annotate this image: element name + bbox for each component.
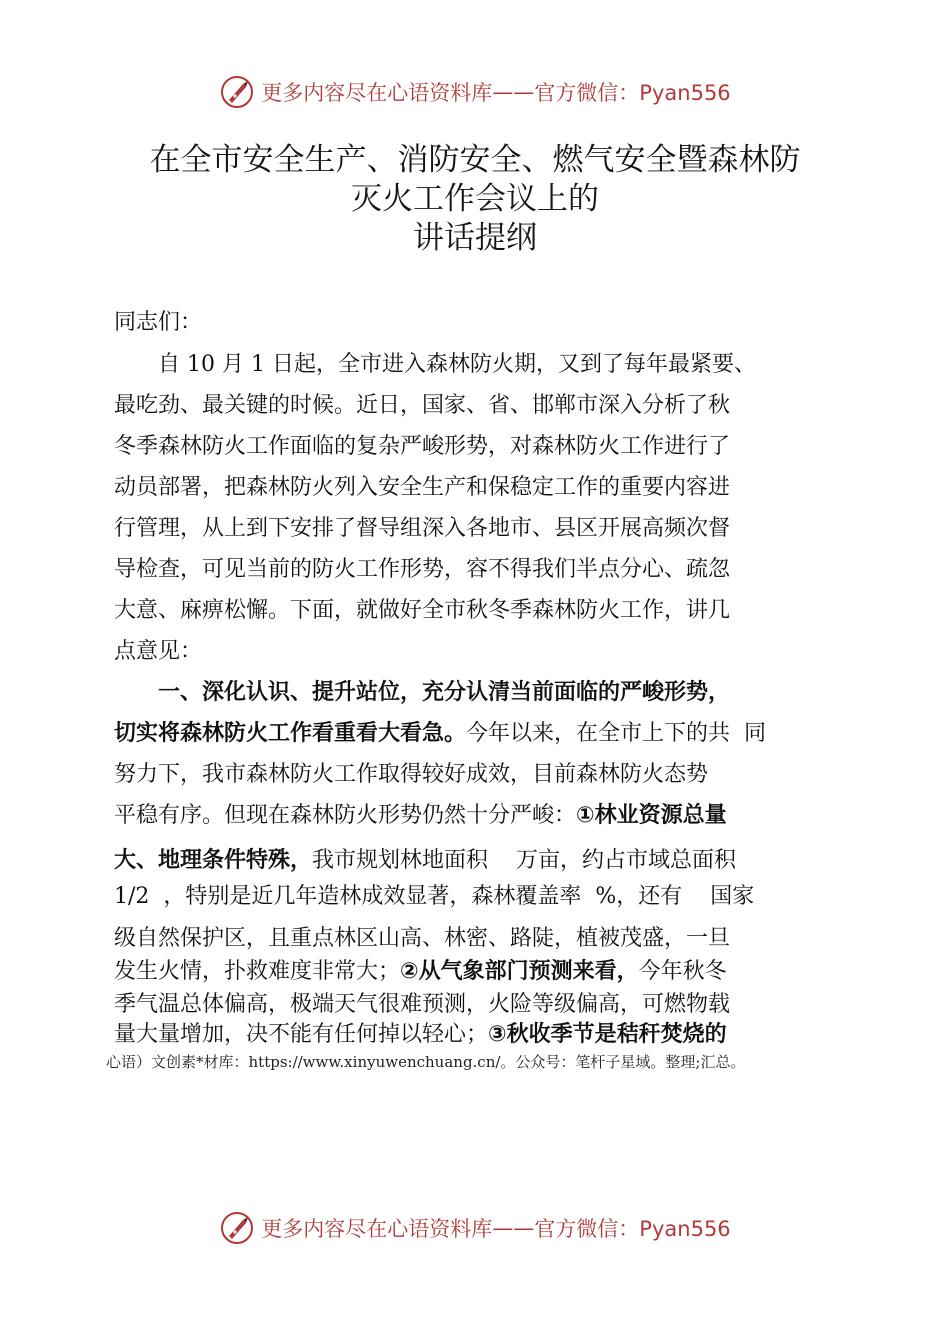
paragraph-line: 自 10 月 1 日起，全市进入森林防火期，又到了每年最紧要、 — [114, 352, 756, 377]
banner-wechat: 官方微信：Pyan556 — [534, 1217, 731, 1241]
banner-separator: —— — [492, 1216, 535, 1240]
section-heading-line: 一、深化认识、提升站位，充分认清当前面临的严峻形势， — [114, 680, 731, 705]
paragraph-line: 发生火情，扑救难度非常大； ②从气象部门预测来看， 今年秋冬 — [114, 959, 727, 984]
paragraph-line: 平稳有序。但现在森林防火形势仍然十分严峻： ①林业资源总量 — [114, 803, 727, 828]
paragraph-line: 导检查，可见当前的防火工作形势，容不得我们半点分心、疏忽 — [114, 557, 731, 582]
banner-text: 更多内容尽在心语资料库 — [261, 1217, 493, 1241]
page-title-line3: 讲话提纲 — [413, 220, 537, 256]
paragraph-line: 大意、麻痹松懈。下面，就做好全市秋冬季森林防火工作，讲几 — [114, 598, 731, 623]
pen-nib-logo-icon — [219, 1210, 255, 1246]
footer-watermark-banner — [0, 1208, 950, 1248]
page-title-line2: 灭火工作会议上的 — [351, 181, 599, 217]
paragraph-line: 量大量增加，决不能有任何掉以轻心； ③秋收季节是秸秆焚烧的 — [114, 1022, 727, 1047]
banner-separator: —— — [492, 80, 535, 104]
paragraph-line: 1/2 ，特别是近几年造林成效显著，森林覆盖率 %，还有 国家 — [114, 884, 755, 909]
paragraph-line: 点意见： — [114, 639, 203, 664]
paragraph-line: 冬季森林防火工作面临的复杂严峻形势，对森林防火工作进行了 — [114, 434, 731, 459]
pen-nib-logo-icon — [219, 74, 255, 110]
section-heading-line: 切实将森林防火工作看重看大看急。 今年以来，在全市上下的共 同 — [114, 721, 767, 746]
header-watermark-banner — [0, 72, 950, 112]
paragraph-line: 行管理，从上到下安排了督导组深入各地市、县区开展高频次督 — [114, 516, 731, 541]
salutation: 同志们： — [114, 310, 203, 335]
banner-wechat: 官方微信：Pyan556 — [534, 81, 731, 105]
paragraph-line: 大、地理条件特殊， 我市规划林地面积 万亩，约占市域总面积 — [114, 848, 736, 873]
paragraph-line: 动员部署，把森林防火列入安全生产和保稳定工作的重要内容进 — [114, 475, 731, 500]
paragraph-line: 季气温总体偏高，极端天气很难预测，火险等级偏高，可燃物载 — [114, 992, 731, 1017]
paragraph-line: 级自然保护区，且重点林区山高、林密、路陡，植被茂盛，一旦 — [114, 926, 731, 951]
banner-text: 更多内容尽在心语资料库 — [261, 81, 493, 105]
paragraph-line: 最吃劲、最关键的时候。近日，国家、省、邯郸市深入分析了秋 — [114, 393, 731, 418]
page-title-line1: 在全市安全生产、消防安全、燃气安全暨森林防 — [149, 142, 801, 178]
paragraph-line: 努力下，我市森林防火工作取得较好成效，目前森林防火态势 — [114, 762, 709, 787]
source-footnote: 心语）文创素*材库：https://www.xinyuwenchuang.cn/。公众号：笔杆子星域。整理;汇总。 — [106, 1053, 746, 1071]
